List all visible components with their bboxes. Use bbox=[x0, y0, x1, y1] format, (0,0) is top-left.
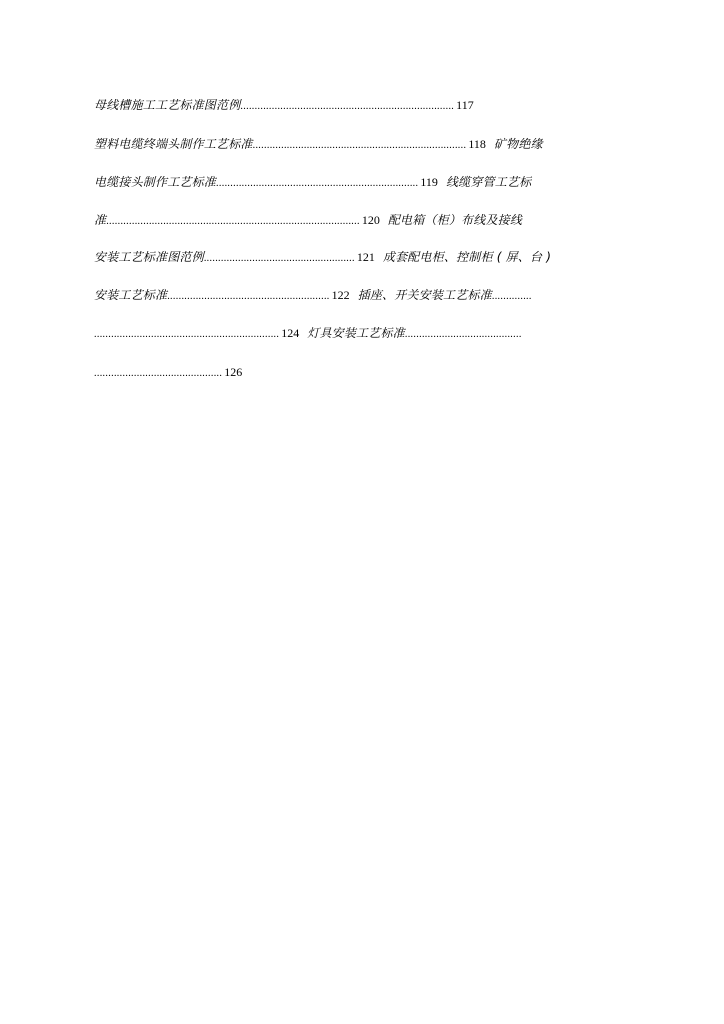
toc-entry-busway[interactable] bbox=[94, 95, 604, 115]
toc-leader-dots: ......................................................................................... bbox=[106, 216, 360, 227]
toc-entry-distribution-box[interactable] bbox=[94, 247, 604, 267]
toc-leader-dots: ............................................. bbox=[94, 368, 223, 379]
toc-title: 电缆接头制作工艺标准 bbox=[94, 175, 217, 189]
toc-leader-dots: ..................................................... bbox=[203, 253, 355, 264]
toc-entry-cable-joint[interactable] bbox=[94, 172, 604, 192]
toc-leader-dots: .............. bbox=[491, 291, 532, 302]
toc-page-number: 119 bbox=[420, 175, 438, 189]
toc-entry-socket-switch[interactable] bbox=[94, 323, 604, 343]
toc-title: 安装工艺标准图范例 bbox=[94, 250, 204, 264]
toc-page-number: 124 bbox=[281, 326, 300, 340]
toc-page-number: 117 bbox=[456, 98, 474, 112]
toc-leader-dots: ......................................... bbox=[404, 329, 522, 340]
toc-leader-dots: ........................................................................... bbox=[240, 101, 455, 112]
toc-entry-conduit[interactable] bbox=[94, 210, 604, 230]
toc-page-number: 118 bbox=[468, 137, 486, 151]
toc-entry-switchgear[interactable] bbox=[94, 285, 604, 305]
toc-page-number: 122 bbox=[331, 288, 350, 302]
toc-leader-dots: ........................................................................... bbox=[252, 140, 467, 151]
toc-leader-dots: ................................................................. bbox=[94, 329, 280, 340]
toc-title: 成套配电柜、控制柜 ( 屏、台 ) bbox=[382, 250, 552, 264]
toc-entry-plastic-cable-terminal[interactable] bbox=[94, 134, 604, 154]
toc-page-number: 121 bbox=[356, 250, 375, 264]
toc-title: 灯具安装工艺标准 bbox=[307, 326, 405, 340]
toc-title: 塑料电缆终端头制作工艺标准 bbox=[94, 137, 253, 151]
toc-title: 矿物绝缘 bbox=[493, 137, 543, 151]
toc-page-number: 126 bbox=[224, 365, 243, 379]
toc-title: 安装工艺标准 bbox=[94, 288, 168, 302]
toc-title: 准 bbox=[94, 213, 107, 227]
toc-leader-dots: ....................................................................... bbox=[216, 178, 419, 189]
toc-leader-dots: ......................................................... bbox=[167, 291, 330, 302]
toc-page-number: 120 bbox=[361, 213, 380, 227]
toc-title: 插座、开关安装工艺标准 bbox=[357, 288, 492, 302]
toc-entry-lighting-fixture[interactable] bbox=[94, 362, 604, 382]
toc-title: 母线槽施工工艺标准图范例 bbox=[94, 98, 241, 112]
toc-title: 配电箱（柜）布线及接线 bbox=[387, 213, 523, 227]
toc-title: 线缆穿管工艺标 bbox=[445, 175, 532, 189]
